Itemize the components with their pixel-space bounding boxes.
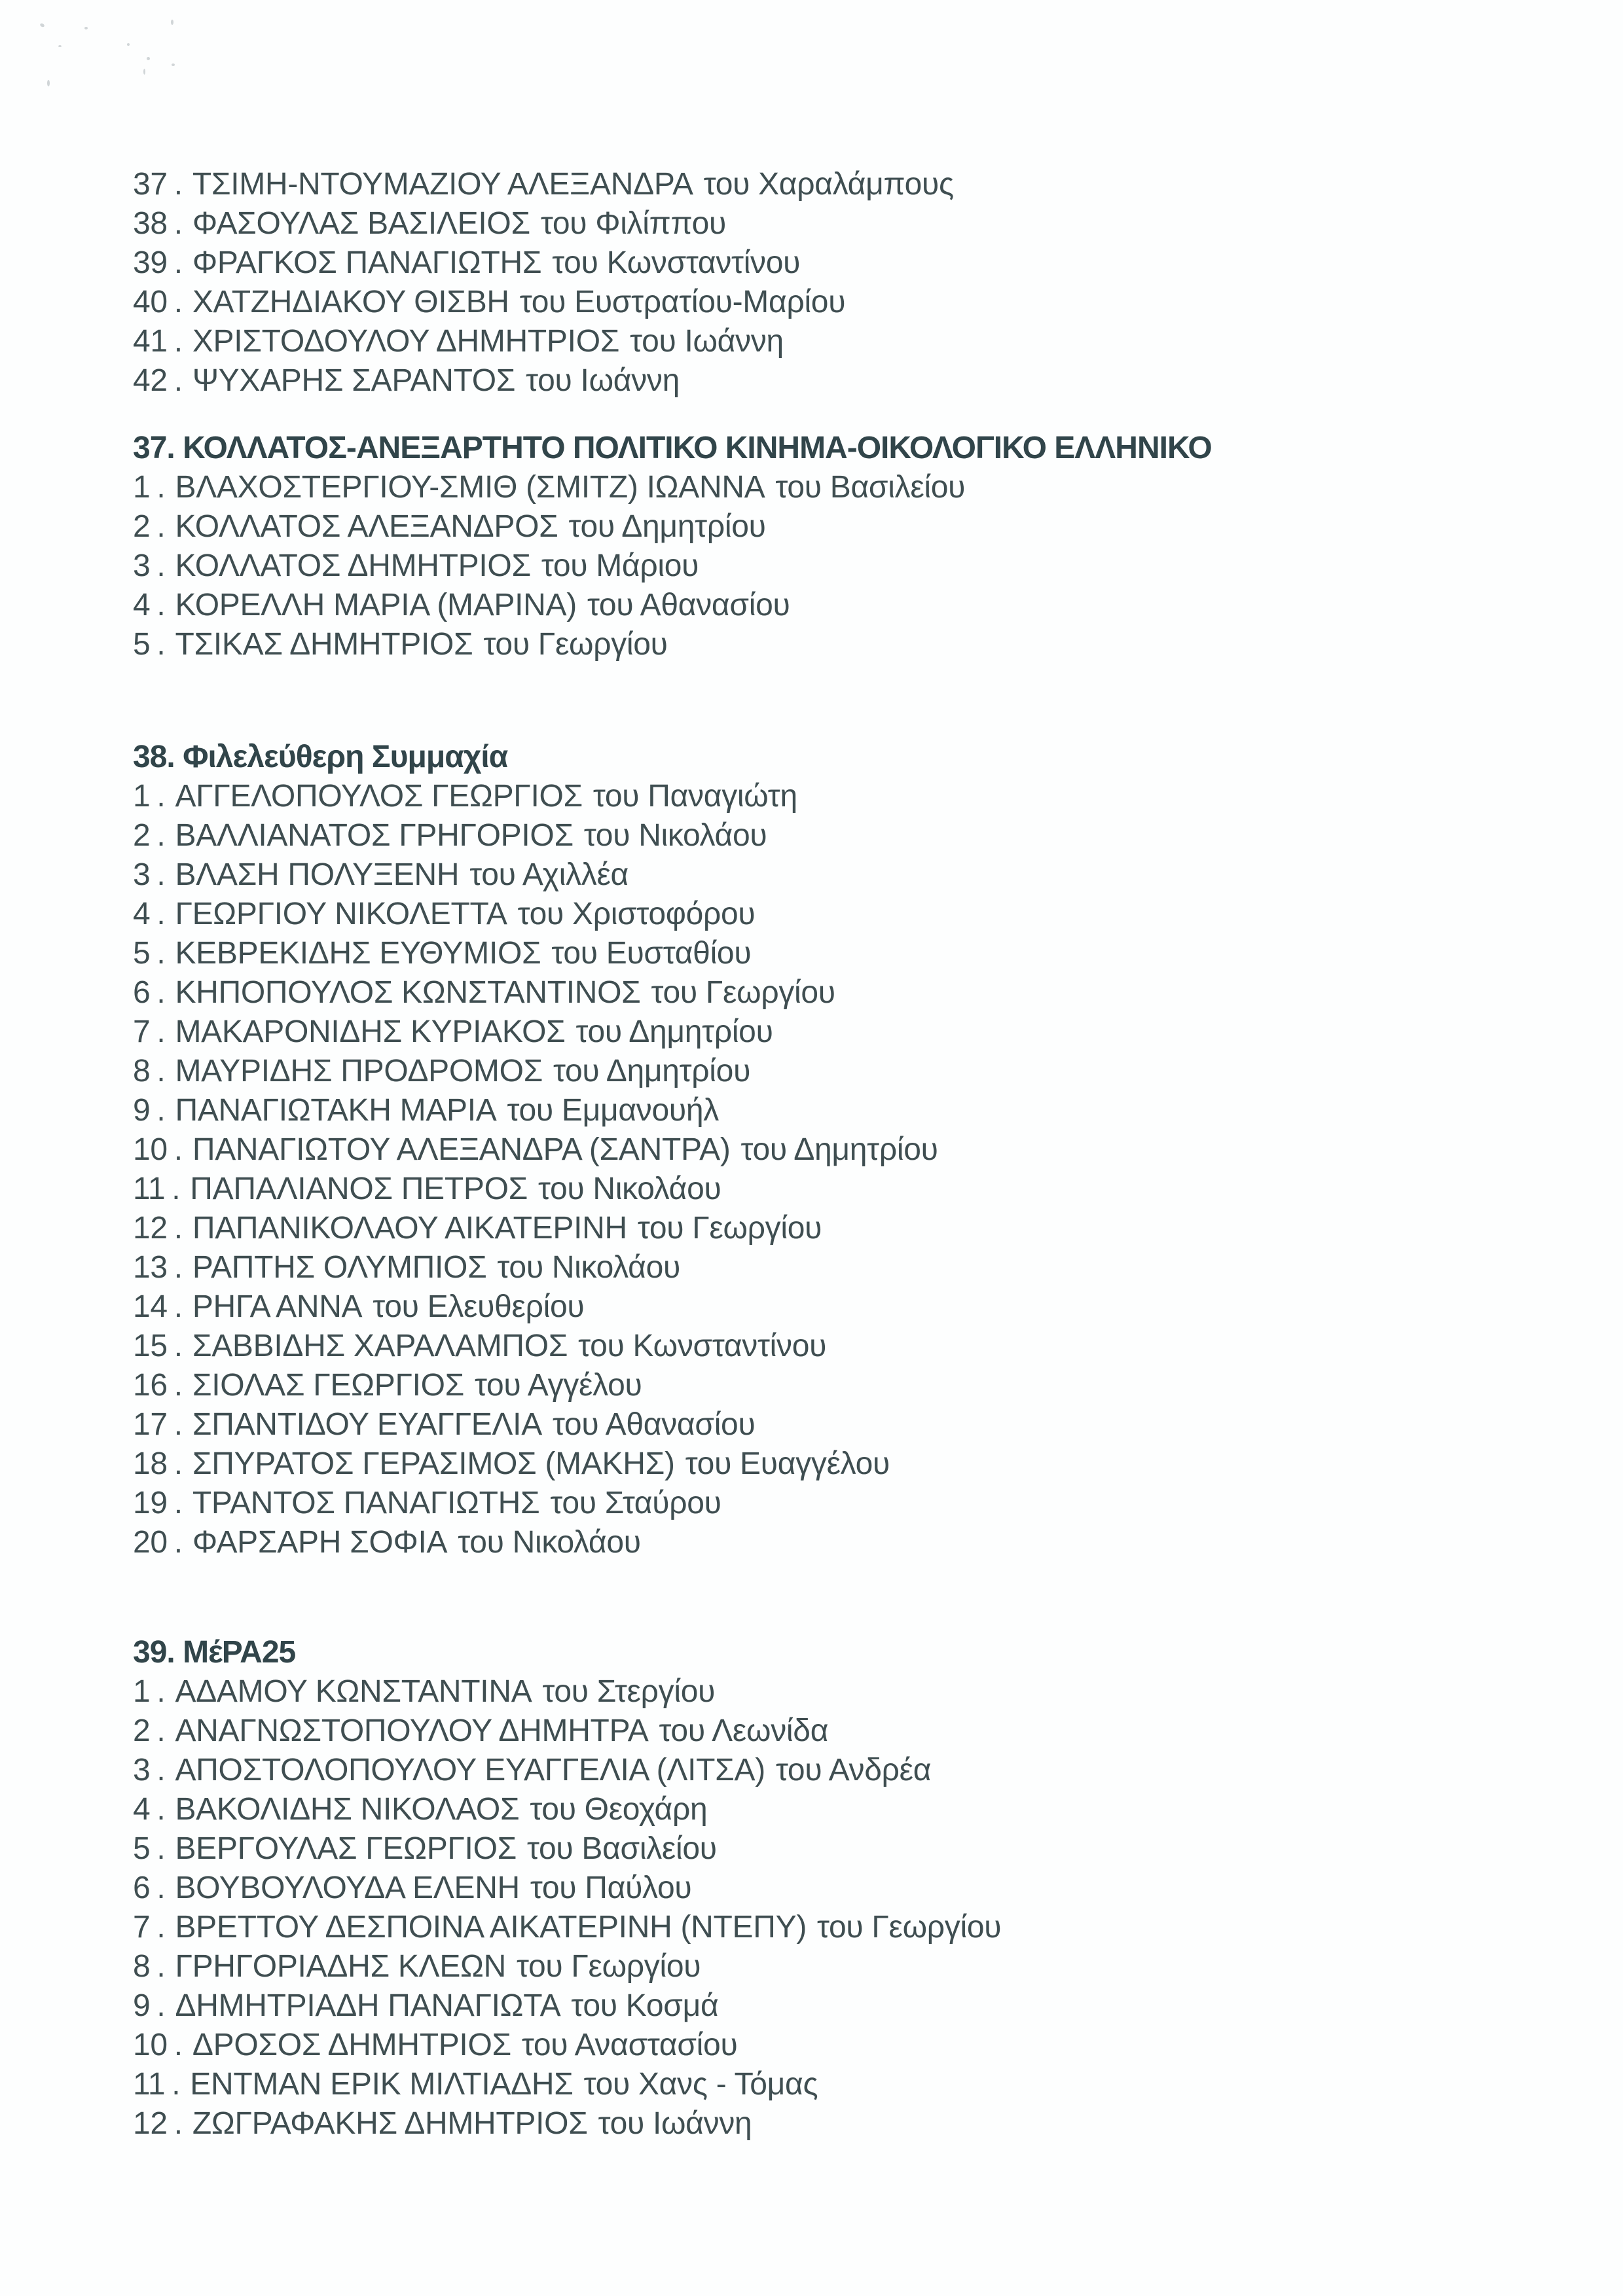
candidate-patronymic: του Γεωργίου xyxy=(651,975,835,1010)
candidate-patronymic: του Κωνσταντίνου xyxy=(552,245,801,280)
candidate-number: 11 xyxy=(133,1172,166,1206)
candidate-patronymic: του Παύλου xyxy=(530,1871,692,1905)
candidate-row xyxy=(133,1829,1525,1869)
number-separator: . xyxy=(173,1446,183,1481)
candidate-number: 4 xyxy=(133,1792,151,1827)
candidate-number: 1 xyxy=(133,470,151,505)
candidate-number: 12 xyxy=(133,2106,168,2141)
candidate-name: ΑΓΓΕΛΟΠΟΥΛΟΣ ΓΕΩΡΓΙΟΣ xyxy=(175,779,583,814)
candidate-number: 39 xyxy=(133,245,168,280)
candidate-number: 3 xyxy=(133,548,151,583)
number-separator: . xyxy=(156,1713,166,1748)
number-separator: . xyxy=(156,779,166,814)
party-title: 39. ΜέΡΑ25 xyxy=(133,1635,296,1670)
candidate-row xyxy=(133,1405,1525,1444)
number-separator: . xyxy=(156,1753,166,1787)
number-separator: . xyxy=(156,857,166,892)
candidate-row xyxy=(133,507,1525,547)
candidate-patronymic: του Χριστοφόρου xyxy=(517,897,756,931)
number-separator: . xyxy=(173,167,183,202)
number-separator: . xyxy=(173,363,183,398)
number-separator: . xyxy=(173,1525,183,1560)
candidate-row xyxy=(133,2104,1525,2144)
candidate-patronymic: του Φιλίππου xyxy=(540,206,726,241)
candidate-name: ΚΟΛΛΑΤΟΣ ΔΗΜΗΤΡΙΟΣ xyxy=(175,548,531,583)
candidate-patronymic: του Ευστρατίου-Μαρίου xyxy=(519,285,846,319)
candidate-rows xyxy=(133,165,1525,401)
candidate-patronymic: του Αχιλλέα xyxy=(469,857,629,892)
candidate-row xyxy=(133,1751,1525,1790)
scan-speckle xyxy=(47,80,50,86)
number-separator: . xyxy=(156,1054,166,1088)
number-separator: . xyxy=(156,588,166,622)
candidate-row xyxy=(133,1484,1525,1523)
candidate-number: 18 xyxy=(133,1446,168,1481)
candidate-number: 9 xyxy=(133,1093,151,1128)
candidate-name: ΒΑΚΟΛΙΔΗΣ ΝΙΚΟΛΑΟΣ xyxy=(175,1792,520,1827)
number-separator: . xyxy=(156,975,166,1010)
candidate-number: 7 xyxy=(133,1014,151,1049)
candidate-number: 16 xyxy=(133,1368,168,1403)
candidate-patronymic: του Αθανασίου xyxy=(587,588,790,622)
candidate-number: 8 xyxy=(133,1054,151,1088)
candidate-row xyxy=(133,547,1525,586)
number-separator: . xyxy=(173,1407,183,1442)
candidate-name: ΜΑΚΑΡΟΝΙΔΗΣ ΚΥΡΙΑΚΟΣ xyxy=(175,1014,566,1049)
candidate-patronymic: του Λεωνίδα xyxy=(659,1713,829,1748)
candidate-row xyxy=(133,625,1525,664)
candidate-row xyxy=(133,1947,1525,1986)
number-separator: . xyxy=(156,1674,166,1709)
scan-speckle xyxy=(84,27,88,29)
candidate-row xyxy=(133,165,1525,204)
candidate-name: ΒΑΛΛΙΑΝΑΤΟΣ ΓΡΗΓΟΡΙΟΣ xyxy=(175,818,574,853)
candidate-patronymic: του Γεωργίου xyxy=(517,1949,701,1984)
candidate-name: ΣΙΟΛΑΣ ΓΕΩΡΓΙΟΣ xyxy=(192,1368,465,1403)
candidate-patronymic: του Ιωάννη xyxy=(630,324,784,359)
candidate-rows xyxy=(133,468,1525,664)
candidate-patronymic: του Νικολάου xyxy=(538,1172,721,1206)
candidate-name: ΤΣΙΜΗ-ΝΤΟΥΜΑΖΙΟΥ ΑΛΕΞΑΝΔΡΑ xyxy=(192,167,693,202)
candidate-name: ΔΗΜΗΤΡΙΑΔΗ ΠΑΝΑΓΙΩΤΑ xyxy=(175,1988,561,2023)
candidate-row xyxy=(133,1170,1525,1209)
scan-speckle xyxy=(147,57,150,60)
number-separator: . xyxy=(156,1792,166,1827)
candidate-name: ΓΕΩΡΓΙΟΥ ΝΙΚΟΛΕΤΤΑ xyxy=(175,897,507,931)
number-separator: . xyxy=(156,1093,166,1128)
candidate-name: ΑΔΑΜΟΥ ΚΩΝΣΤΑΝΤΙΝΑ xyxy=(175,1674,532,1709)
candidate-number: 2 xyxy=(133,818,151,853)
candidate-name: ΣΠΑΝΤΙΔΟΥ ΕΥΑΓΓΕΛΙΑ xyxy=(192,1407,542,1442)
number-separator: . xyxy=(156,1871,166,1905)
candidate-row xyxy=(133,2026,1525,2065)
number-separator: . xyxy=(173,2028,183,2062)
candidate-row xyxy=(133,1790,1525,1829)
candidate-number: 10 xyxy=(133,1132,168,1167)
candidate-name: ΨΥΧΑΡΗΣ ΣΑΡΑΝΤΟΣ xyxy=(192,363,516,398)
candidate-name: ΚΕΒΡΕΚΙΔΗΣ ΕΥΘΥΜΙΟΣ xyxy=(175,936,541,971)
candidate-patronymic: του Νικολάου xyxy=(497,1250,680,1285)
candidate-patronymic: του Βασιλείου xyxy=(527,1831,717,1866)
candidate-name: ΜΑΥΡΙΔΗΣ ΠΡΟΔΡΟΜΟΣ xyxy=(175,1054,543,1088)
number-separator: . xyxy=(156,818,166,853)
candidate-section-continuation xyxy=(133,165,1525,401)
candidate-row xyxy=(133,1248,1525,1287)
candidate-name: ΡΗΓΑ ΑΝΝΑ xyxy=(192,1289,363,1324)
candidate-number: 13 xyxy=(133,1250,168,1285)
candidate-name: ΣΠΥΡΑΤΟΣ ΓΕΡΑΣΙΜΟΣ (ΜΑΚΗΣ) xyxy=(192,1446,675,1481)
candidate-number: 37 xyxy=(133,167,168,202)
number-separator: . xyxy=(156,1014,166,1049)
number-separator: . xyxy=(156,627,166,662)
candidate-row xyxy=(133,777,1525,816)
number-separator: . xyxy=(173,206,183,241)
number-separator: . xyxy=(173,1329,183,1363)
candidate-row xyxy=(133,468,1525,507)
candidate-row xyxy=(133,1444,1525,1484)
candidate-patronymic: του Ανδρέα xyxy=(775,1753,932,1787)
candidate-row xyxy=(133,1523,1525,1562)
candidate-name: ΔΡΟΣΟΣ ΔΗΜΗΤΡΙΟΣ xyxy=(192,2028,511,2062)
party-title: 38. Φιλελεύθερη Συμμαχία xyxy=(133,740,508,774)
candidate-name: ΚΗΠΟΠΟΥΛΟΣ ΚΩΝΣΤΑΝΤΙΝΟΣ xyxy=(175,975,641,1010)
candidate-number: 40 xyxy=(133,285,168,319)
candidate-number: 6 xyxy=(133,1871,151,1905)
candidate-row xyxy=(133,973,1525,1013)
candidate-row xyxy=(133,243,1525,283)
candidate-number: 6 xyxy=(133,975,151,1010)
candidate-number: 12 xyxy=(133,1211,168,1246)
candidate-name: ΒΟΥΒΟΥΛΟΥΔΑ ΕΛΕΝΗ xyxy=(175,1871,520,1905)
candidate-patronymic: του Δημητρίου xyxy=(553,1054,751,1088)
candidate-patronymic: του Βασιλείου xyxy=(775,470,966,505)
candidate-row xyxy=(133,816,1525,855)
candidate-number: 5 xyxy=(133,936,151,971)
candidate-row xyxy=(133,204,1525,243)
candidate-row xyxy=(133,1366,1525,1405)
candidate-name: ΒΡΕΤΤΟΥ ΔΕΣΠΟΙΝΑ ΑΙΚΑΤΕΡΙΝΗ (ΝΤΕΠΥ) xyxy=(175,1910,807,1945)
candidate-name: ΒΕΡΓΟΥΛΑΣ ΓΕΩΡΓΙΟΣ xyxy=(175,1831,517,1866)
number-separator: . xyxy=(173,1368,183,1403)
candidate-name: ΒΛΑΣΗ ΠΟΛΥΞΕΝΗ xyxy=(175,857,460,892)
candidate-patronymic: του Παναγιώτη xyxy=(593,779,797,814)
scan-speckle xyxy=(172,63,175,66)
candidate-row xyxy=(133,1013,1525,1052)
candidate-name: ΧΡΙΣΤΟΔΟΥΛΟΥ ΔΗΜΗΤΡΙΟΣ xyxy=(192,324,620,359)
candidate-row xyxy=(133,1712,1525,1751)
number-separator: . xyxy=(173,285,183,319)
candidate-name: ΧΑΤΖΗΔΙΑΚΟΥ ΘΙΣΒΗ xyxy=(192,285,509,319)
candidate-row xyxy=(133,934,1525,973)
candidate-name: ΑΝΑΓΝΩΣΤΟΠΟΥΛΟΥ ΔΗΜΗΤΡΑ xyxy=(175,1713,649,1748)
candidate-number: 3 xyxy=(133,1753,151,1787)
candidate-name: ΤΡΑΝΤΟΣ ΠΑΝΑΓΙΩΤΗΣ xyxy=(192,1486,540,1520)
scan-speckle xyxy=(58,45,62,47)
candidate-patronymic: του Αγγέλου xyxy=(475,1368,642,1403)
candidate-patronymic: του Μάριου xyxy=(541,548,699,583)
candidate-name: ΠΑΠΑΛΙΑΝΟΣ ΠΕΤΡΟΣ xyxy=(190,1172,528,1206)
scan-speckle xyxy=(143,69,145,75)
candidate-row xyxy=(133,1052,1525,1091)
candidate-patronymic: του Στεργίου xyxy=(542,1674,716,1709)
candidate-row xyxy=(133,855,1525,895)
candidate-number: 42 xyxy=(133,363,168,398)
candidate-row xyxy=(133,283,1525,322)
number-separator: . xyxy=(156,1988,166,2023)
candidate-number: 5 xyxy=(133,1831,151,1866)
candidate-rows xyxy=(133,777,1525,1562)
candidate-number: 2 xyxy=(133,1713,151,1748)
candidate-row xyxy=(133,586,1525,625)
party-title: 37. ΚΟΛΛΑΤΟΣ-ΑΝΕΞΑΡΤΗΤΟ ΠΟΛΙΤΙΚΟ ΚΙΝΗΜΑ-ΟΙΚΟΛΟΓΙΚΟ ΕΛΛΗΝΙΚΟ xyxy=(133,431,1212,465)
candidate-patronymic: του Αναστασίου xyxy=(521,2028,738,2062)
candidate-row xyxy=(133,1908,1525,1947)
number-separator: . xyxy=(173,1250,183,1285)
candidate-row xyxy=(133,1327,1525,1366)
candidate-patronymic: του Σταύρου xyxy=(550,1486,721,1520)
candidate-number: 10 xyxy=(133,2028,168,2062)
candidate-patronymic: του Δημητρίου xyxy=(740,1132,938,1167)
candidate-name: ΦΡΑΓΚΟΣ ΠΑΝΑΓΙΩΤΗΣ xyxy=(192,245,542,280)
candidate-row xyxy=(133,1869,1525,1908)
candidate-patronymic: του Κοσμά xyxy=(571,1988,719,2023)
candidate-section-party-38 xyxy=(133,738,1525,1562)
candidate-name: ΚΟΡΕΛΛΗ ΜΑΡΙΑ (ΜΑΡΙΝΑ) xyxy=(175,588,577,622)
candidate-row xyxy=(133,1130,1525,1170)
candidate-patronymic: του Ευσταθίου xyxy=(551,936,752,971)
number-separator: . xyxy=(156,897,166,931)
candidate-number: 8 xyxy=(133,1949,151,1984)
candidate-row xyxy=(133,322,1525,361)
candidate-patronymic: του Γεωργίου xyxy=(817,1910,1002,1945)
candidate-patronymic: του Χανς - Τόμας xyxy=(583,2067,818,2102)
candidate-patronymic: του Κωνσταντίνου xyxy=(578,1329,827,1363)
number-separator: . xyxy=(172,2067,181,2102)
number-separator: . xyxy=(156,470,166,505)
candidate-row xyxy=(133,2065,1525,2104)
candidate-patronymic: του Νικολάου xyxy=(583,818,767,853)
candidate-number: 4 xyxy=(133,897,151,931)
candidate-name: ΤΣΙΚΑΣ ΔΗΜΗΤΡΙΟΣ xyxy=(175,627,473,662)
candidate-rows xyxy=(133,1672,1525,2144)
candidate-name: ΠΑΝΑΓΙΩΤΑΚΗ ΜΑΡΙΑ xyxy=(175,1093,497,1128)
candidate-patronymic: του Ελευθερίου xyxy=(373,1289,585,1324)
candidate-name: ΡΑΠΤΗΣ ΟΛΥΜΠΙΟΣ xyxy=(192,1250,487,1285)
candidate-patronymic: του Νικολάου xyxy=(458,1525,641,1560)
candidate-number: 11 xyxy=(133,2067,166,2102)
number-separator: . xyxy=(173,1132,183,1167)
number-separator: . xyxy=(156,1949,166,1984)
candidate-patronymic: του Αθανασίου xyxy=(552,1407,756,1442)
candidate-row xyxy=(133,1287,1525,1327)
candidate-number: 3 xyxy=(133,857,151,892)
number-separator: . xyxy=(173,324,183,359)
number-separator: . xyxy=(156,1910,166,1945)
candidate-name: ΕΝΤΜΑΝ ΕΡΙΚ ΜΙΛΤΙΑΔΗΣ xyxy=(190,2067,574,2102)
candidate-number: 1 xyxy=(133,779,151,814)
candidate-patronymic: του Ιωάννη xyxy=(526,363,680,398)
candidate-row xyxy=(133,895,1525,934)
document-content xyxy=(133,165,1525,2144)
candidate-number: 19 xyxy=(133,1486,168,1520)
candidate-name: ΚΟΛΛΑΤΟΣ ΑΛΕΞΑΝΔΡΟΣ xyxy=(175,509,558,544)
candidate-number: 15 xyxy=(133,1329,168,1363)
candidate-name: ΒΛΑΧΟΣΤΕΡΓΙΟΥ-ΣΜΙΘ (ΣΜΙΤΖ) ΙΩΑΝΝΑ xyxy=(175,470,765,505)
number-separator: . xyxy=(156,936,166,971)
candidate-patronymic: του Εμμανουήλ xyxy=(507,1093,719,1128)
number-separator: . xyxy=(156,509,166,544)
candidate-number: 20 xyxy=(133,1525,168,1560)
number-separator: . xyxy=(172,1172,181,1206)
candidate-row xyxy=(133,1091,1525,1130)
candidate-number: 41 xyxy=(133,324,168,359)
number-separator: . xyxy=(173,2106,183,2141)
scan-speckle xyxy=(127,43,130,46)
candidate-patronymic: του Γεωργίου xyxy=(637,1211,822,1246)
candidate-patronymic: του Θεοχάρη xyxy=(530,1792,708,1827)
candidate-patronymic: του Ιωάννη xyxy=(598,2106,752,2141)
candidate-row xyxy=(133,1209,1525,1248)
number-separator: . xyxy=(156,1831,166,1866)
candidate-number: 5 xyxy=(133,627,151,662)
number-separator: . xyxy=(173,1211,183,1246)
candidate-number: 38 xyxy=(133,206,168,241)
candidate-patronymic: του Γεωργίου xyxy=(483,627,668,662)
candidate-section-party-39 xyxy=(133,1633,1525,2144)
candidate-number: 7 xyxy=(133,1910,151,1945)
candidate-number: 14 xyxy=(133,1289,168,1324)
number-separator: . xyxy=(173,1486,183,1520)
candidate-patronymic: του Δημητρίου xyxy=(575,1014,773,1049)
number-separator: . xyxy=(173,1289,183,1324)
candidate-number: 9 xyxy=(133,1988,151,2023)
candidate-number: 1 xyxy=(133,1674,151,1709)
candidate-name: ΦΑΡΣΑΡΗ ΣΟΦΙΑ xyxy=(192,1525,448,1560)
candidate-name: ΣΑΒΒΙΔΗΣ ΧΑΡΑΛΑΜΠΟΣ xyxy=(192,1329,568,1363)
candidate-name: ΠΑΠΑΝΙΚΟΛΑΟΥ ΑΙΚΑΤΕΡΙΝΗ xyxy=(192,1211,627,1246)
candidate-number: 2 xyxy=(133,509,151,544)
candidate-row xyxy=(133,361,1525,401)
candidate-name: ΦΑΣΟΥΛΑΣ ΒΑΣΙΛΕΙΟΣ xyxy=(192,206,530,241)
number-separator: . xyxy=(156,548,166,583)
candidate-name: ΖΩΓΡΑΦΑΚΗΣ ΔΗΜΗΤΡΙΟΣ xyxy=(192,2106,588,2141)
candidate-patronymic: του Δημητρίου xyxy=(568,509,766,544)
scan-speckle xyxy=(171,20,173,25)
candidate-number: 4 xyxy=(133,588,151,622)
candidate-patronymic: του Χαραλάμπους xyxy=(703,167,954,202)
candidate-name: ΓΡΗΓΟΡΙΑΔΗΣ ΚΛΕΩΝ xyxy=(175,1949,506,1984)
candidate-name: ΠΑΝΑΓΙΩΤΟΥ ΑΛΕΞΑΝΔΡΑ (ΣΑΝΤΡΑ) xyxy=(192,1132,731,1167)
candidate-section-party-37 xyxy=(133,429,1525,664)
scan-speckle xyxy=(39,23,45,28)
candidate-patronymic: του Ευαγγέλου xyxy=(685,1446,890,1481)
candidate-row xyxy=(133,1672,1525,1712)
number-separator: . xyxy=(173,245,183,280)
candidate-row xyxy=(133,1986,1525,2026)
candidate-number: 17 xyxy=(133,1407,168,1442)
candidate-name: ΑΠΟΣΤΟΛΟΠΟΥΛΟΥ ΕΥΑΓΓΕΛΙΑ (ΛΙΤΣΑ) xyxy=(175,1753,765,1787)
